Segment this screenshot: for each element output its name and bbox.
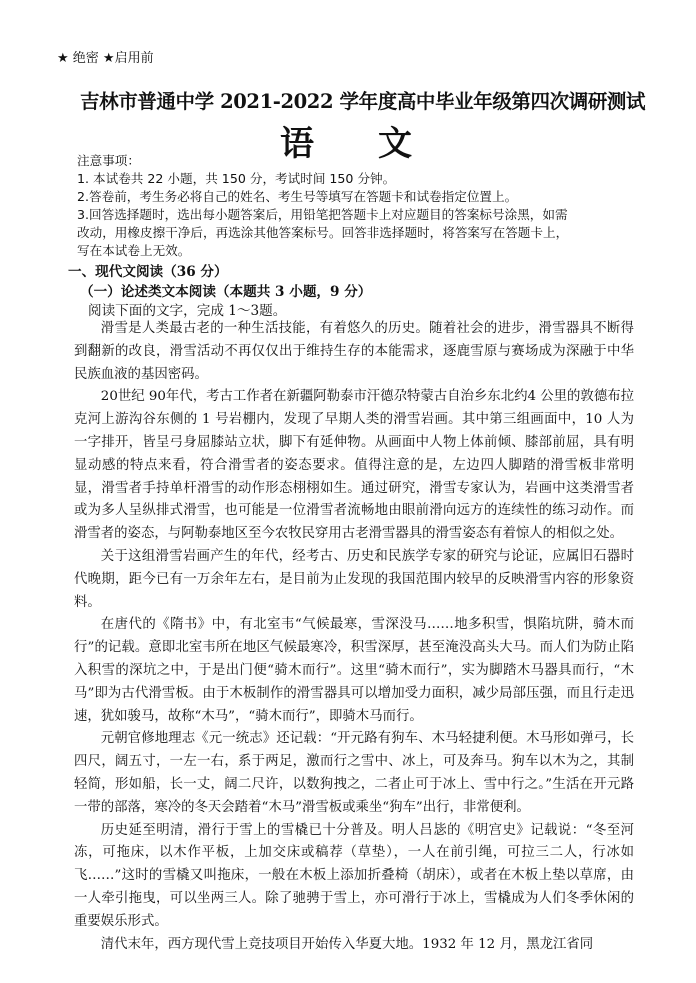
paragraph: 清代末年，西方现代雪上竞技项目开始传入华夏大地。1932 年 12 月，黑龙江省同 (100, 936, 594, 952)
exam-title: 吉林市普通中学 2021-2022 学年度高中毕业年级第四次调研测试 (80, 90, 646, 113)
notice-item: 改动，用橡皮擦干净后，再选涂其他答案标号。回答非选择题时，将答案写在答题卡上， (77, 225, 569, 240)
paragraph: 元朝官修地理志《元一统志》还记载：“开元路有狗车、木马轻捷利便。木马形如弹弓，长四尺，阔五寸，一左一右，系于两足，激而行之雪中、冰上，可及奔马。狗车以木为之，其制轻简，形如船，长一丈，阔二尺许，以数狗拽之，二者止可于冰上、雪中行之。”生活在开元路一带的部落，寒冷的冬天会踏着“木马”滑雪板或乘坐“狗车”出行，非常便利。 (74, 731, 634, 815)
paragraph: 滑雪是人类最古老的一种生活技能，有着悠久的历史。随着社会的进步，滑雪器具不断得到翻新的改良，滑雪活动不再仅仅出于维持生存的本能需求，逐鹿雪原与赛场成为深融于中华民族血液的基因密码。 (74, 321, 634, 382)
paragraph: 20世纪 90年代，考古工作者在新疆阿勒泰市汗德尕特蒙古自治乡东北约4 公里的敦德布拉克河上游沟谷东侧的 1 号岩棚内，发现了早期人类的滑雪岩画。其中第三组画面中，10 人为一字排开，皆呈弓身屈膝站立状，脚下有延伸物。从画面中人物上体前倾、膝部前屈，具有明显动感的特点来看，符合滑雪者的姿态要求。值得注意的是，左边四人脚踏的滑雪板非常明显，滑雪者手持单杆滑雪的动作形态栩栩如生。通过研究，滑雪专家认为，岩画中这类滑雪者或为多人呈纵排式滑雪，也可能是一位滑雪者流畅地由眼前滑向远方的连续性的练习动作。而滑雪者的姿态，与阿勒泰地区至今农牧民穿用古老滑雪器具的滑雪姿态有着惊人的相似之处。 (74, 389, 634, 542)
notice-item: 1. 本试卷共 22 小题，共 150 分，考试时间 150 分钟。 (77, 171, 396, 186)
confidential-mark: ★ 绝密 ★启用前 (57, 51, 154, 66)
subsection-heading: （一）论述类文本阅读（本题共 3 小题，9 分） (80, 284, 372, 300)
paragraph: 关于这组滑雪岩画产生的年代，经考古、历史和民族学专家的研究与论证，应属旧石器时代晚期，距今已有一万余年左右，是目前为止发现的我国范围内较早的反映滑雪内容的形象资料。 (74, 548, 634, 610)
paragraph: 在唐代的《隋书》中，有北室韦“气候最寒，雪深没马……地多积雪，惧陷坑阱，骑木而行”的记载。意即北室韦所在地区气候最寒冷，积雪深厚，甚至淹没高头大马。而人们为防止陷入积雪的深坑之中，于是出门便“骑木而行”。这里“骑木而行”，实为脚踏木马器具而行，“木马”即为古代滑雪板。由于木板制作的滑雪器具可以增加受力面积，减少局部压强，而且行走迅速，犹如骏马，故称“木马”，“骑木而行”，即骑木马而行。 (74, 617, 634, 724)
reading-passage (74, 318, 634, 956)
notice-heading: 注意事项： (77, 153, 140, 168)
section-heading: 一、现代文阅读（36 分） (68, 264, 228, 280)
subject-char-1: 语 (280, 124, 318, 164)
subject-char-2: 文 (378, 124, 416, 164)
notice-item: 3.回答选择题时，选出每小题答案后，用铅笔把答题卡上对应题目的答案标号涂黑，如需 (77, 207, 568, 222)
paragraph: 历史延至明清，滑行于雪上的雪橇已十分普及。明人吕毖的《明宫史》记载说：“冬至河冻，可拖床，以木作平板，上加交床或稿荐（草垫），一人在前引绳，可拉三二人，行冰如飞……”这时的雪橇又叫拖床，一般在木板上添加折叠椅（胡床），或者在木板上垫以草席，由一人牵引拖曳，可以坐两三人。除了驰骋于雪上，亦可滑行于冰上，雪橇成为人们冬季休闲的重要娱乐形式。 (74, 822, 634, 929)
notice-item: 写在本试卷上无效。 (77, 243, 191, 258)
reading-instruction: 阅读下面的文字，完成 1～3题。 (88, 303, 287, 319)
notice-item: 2.答卷前，考生务必将自己的姓名、考生号等填写在答题卡和试卷指定位置上。 (77, 189, 518, 204)
